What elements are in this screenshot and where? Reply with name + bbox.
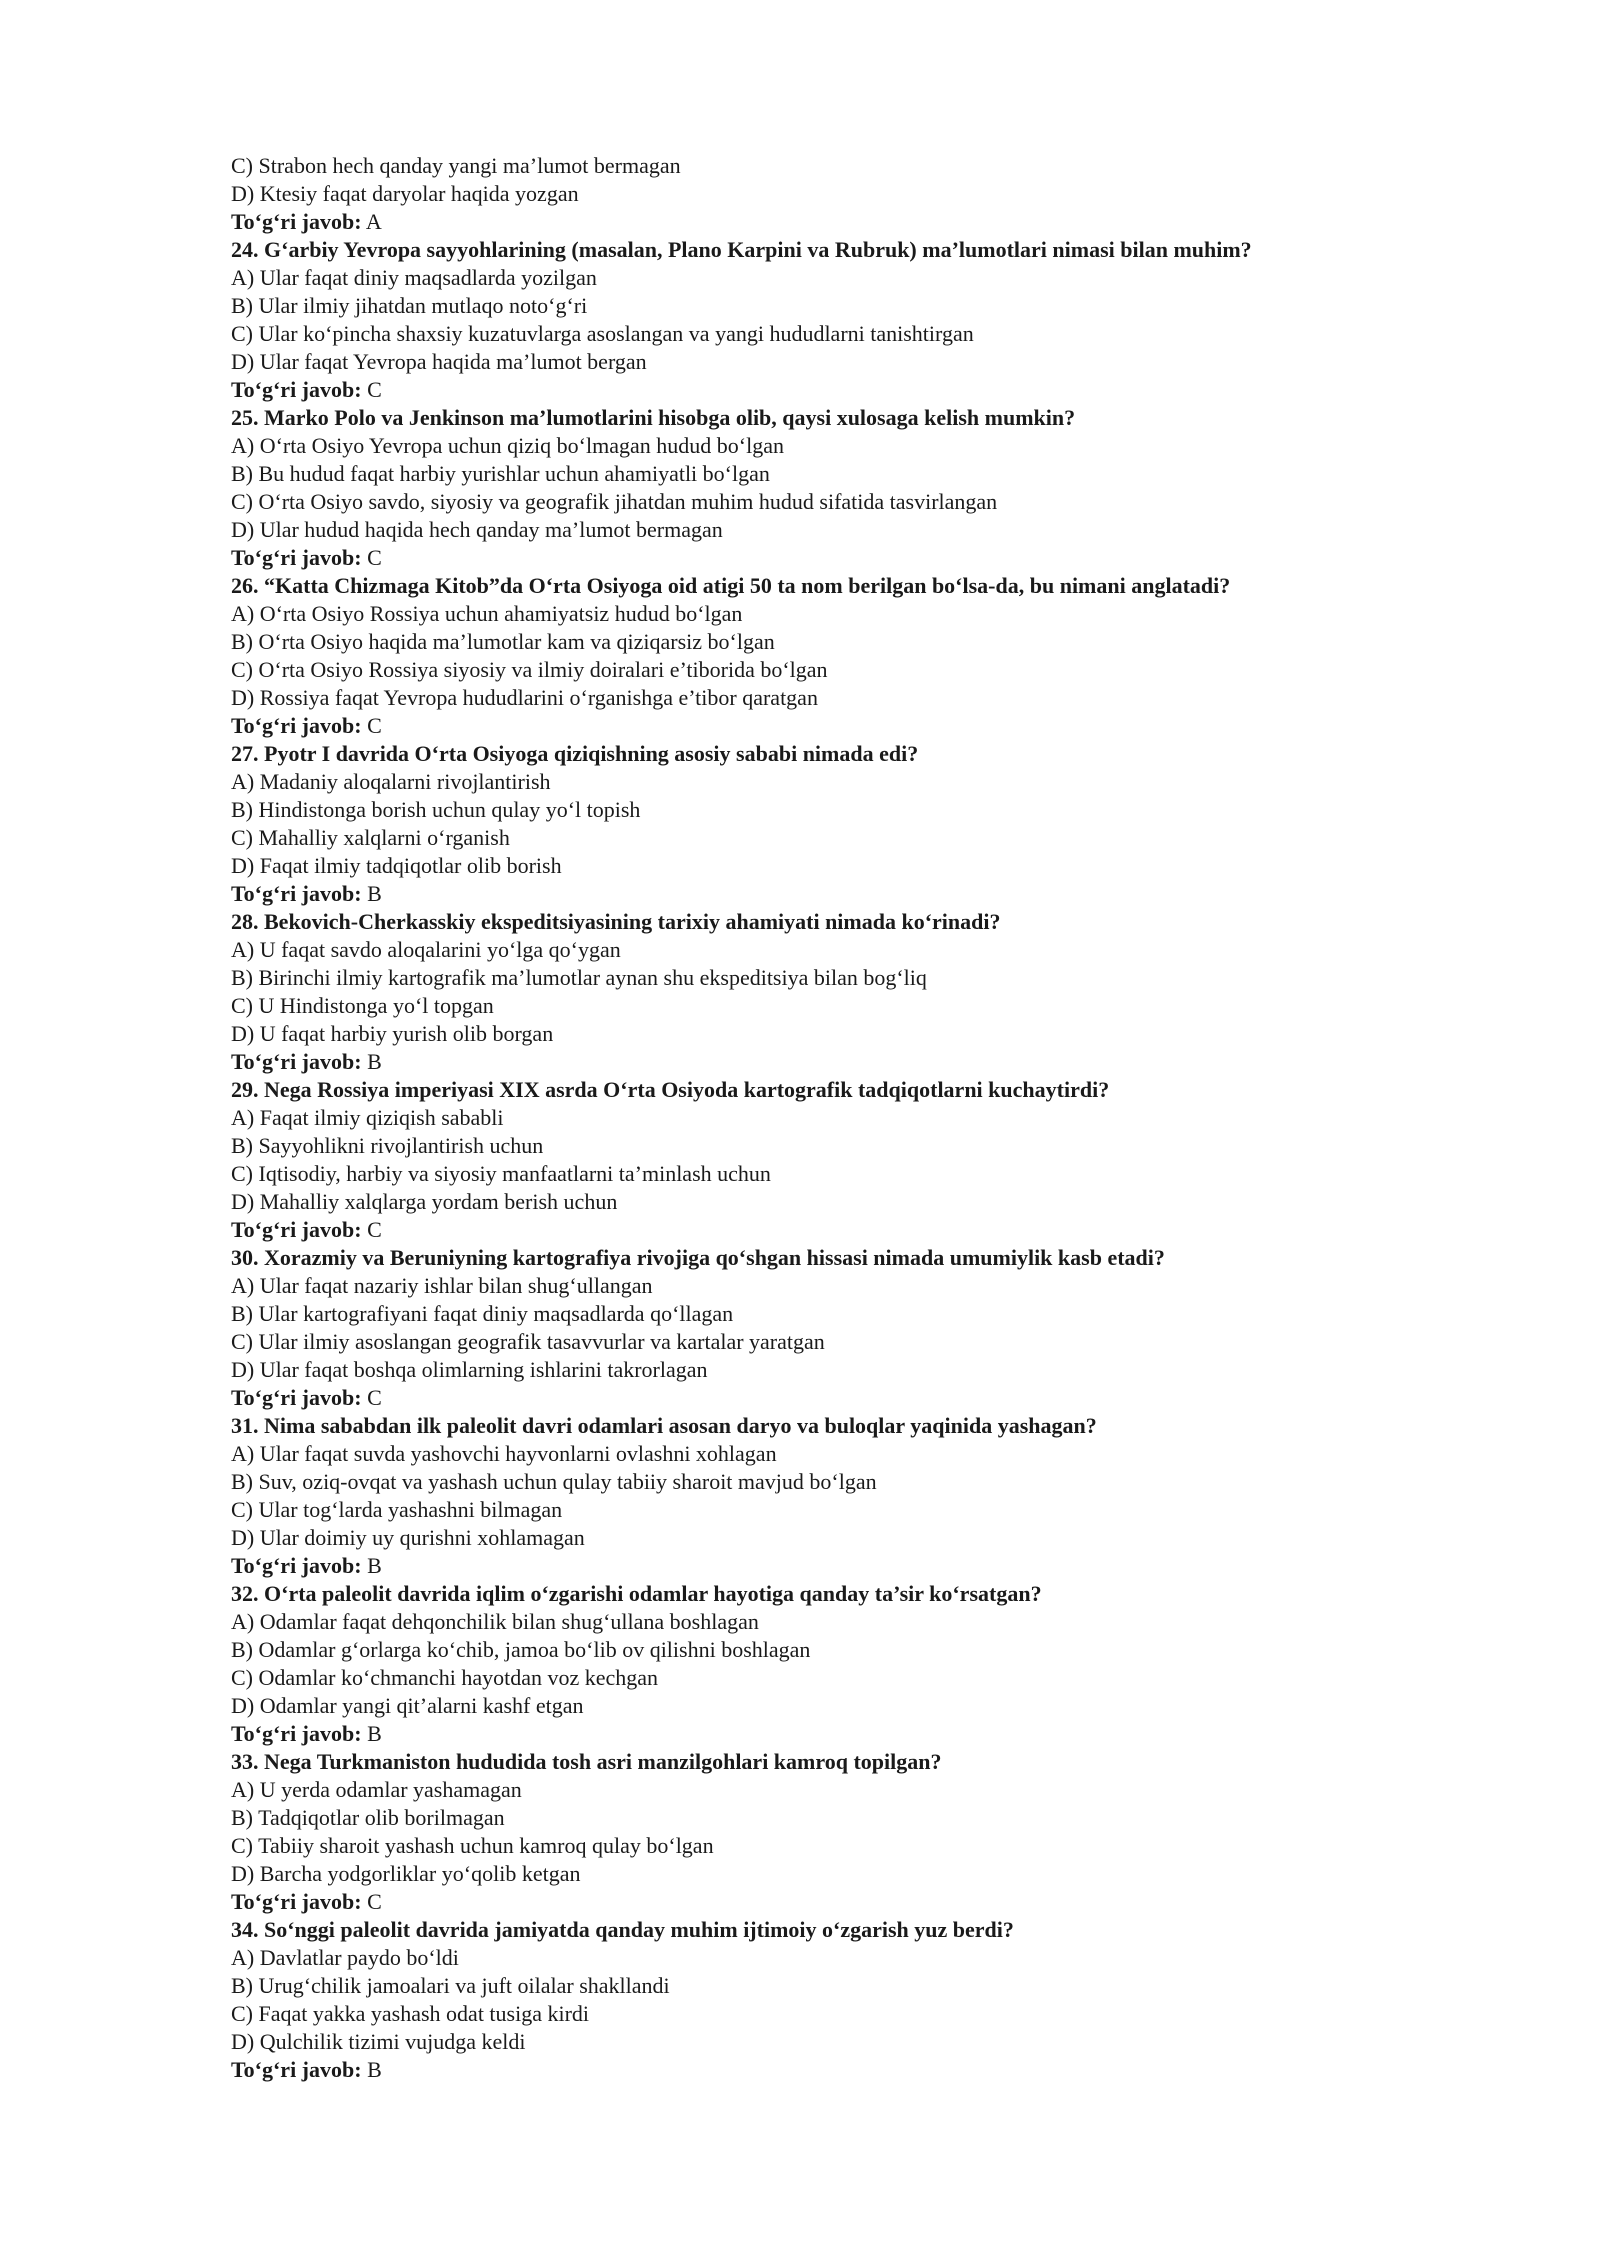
option-line: A) U faqat savdo aloqalarini yo‘lga qo‘ygan [231, 937, 621, 962]
option-line: A) Odamlar faqat dehqonchilik bilan shug‘ullana boshlagan [231, 1609, 759, 1634]
option-line: D) Mahalliy xalqlarga yordam berish uchun [231, 1189, 618, 1214]
option-line: D) Qulchilik tizimi vujudga keldi [231, 2029, 526, 2054]
question-list [231, 236, 1491, 2084]
option-line: B) Ular kartografiyani faqat diniy maqsadlarda qo‘llagan [231, 1301, 734, 1326]
option-line: D) Ular hudud haqida hech qanday ma’lumot bermagan [231, 517, 723, 542]
question-text: 25. Marko Polo va Jenkinson ma’lumotlarini hisobga olib, qaysi xulosaga kelish mumkin? [231, 405, 1076, 430]
answer-line [231, 1216, 1491, 1244]
option-line: B) Ular ilmiy jihatdan mutlaqo noto‘g‘ri [231, 293, 588, 318]
answer-line [231, 1384, 1491, 1412]
option-line: A) O‘rta Osiyo Yevropa uchun qiziq bo‘lmagan hudud bo‘lgan [231, 433, 784, 458]
answer-line [231, 2056, 1491, 2084]
answer-line [231, 712, 1491, 740]
answer-line [231, 208, 1491, 236]
option-line: D) Ular doimiy uy qurishni xohlamagan [231, 1525, 585, 1550]
question-block [231, 1076, 1491, 1244]
answer-line [231, 1552, 1491, 1580]
answer-label: To‘g‘ri javob: [231, 1217, 362, 1242]
option-line: A) Ular faqat suvda yashovchi hayvonlarni ovlashni xohlagan [231, 1441, 777, 1466]
option-line: A) Ular faqat diniy maqsadlarda yozilgan [231, 265, 597, 290]
question-text: 24. G‘arbiy Yevropa sayyohlarining (masalan, Plano Karpini va Rubruk) ma’lumotlari nimasi bilan muhim? [231, 237, 1252, 262]
option-line: C) Mahalliy xalqlarni o‘rganish [231, 825, 510, 850]
question-text: 29. Nega Rossiya imperiyasi XIX asrda O‘rta Osiyoda kartografik tadqiqotlarni kuchaytirdi? [231, 1077, 1110, 1102]
option-line: D) Odamlar yangi qit’alarni kashf etgan [231, 1693, 584, 1718]
option-line: B) O‘rta Osiyo haqida ma’lumotlar kam va qiziqarsiz bo‘lgan [231, 629, 775, 654]
option-line: A) Davlatlar paydo bo‘ldi [231, 1945, 459, 1970]
question-text: 32. O‘rta paleolit davrida iqlim o‘zgarishi odamlar hayotiga qanday ta’sir ko‘rsatgan? [231, 1581, 1042, 1606]
option-line: B) Suv, oziq-ovqat va yashash uchun qulay tabiiy sharoit mavjud bo‘lgan [231, 1469, 877, 1494]
option-line: C) Iqtisodiy, harbiy va siyosiy manfaatlarni ta’minlash uchun [231, 1161, 771, 1186]
question-block [231, 1244, 1491, 1412]
option-line: C) Faqat yakka yashash odat tusiga kirdi [231, 2001, 590, 2026]
option-line: C) Ular ilmiy asoslangan geografik tasavvurlar va kartalar yaratgan [231, 1329, 825, 1354]
answer-line [231, 376, 1491, 404]
answer-label: To‘g‘ri javob: [231, 209, 362, 234]
answer-label: To‘g‘ri javob: [231, 1385, 362, 1410]
option-line: D) Ular faqat Yevropa haqida ma’lumot bergan [231, 349, 647, 374]
question-block [231, 1748, 1491, 1916]
option-line: B) Odamlar g‘orlarga ko‘chib, jamoa bo‘lib ov qilishni boshlagan [231, 1637, 811, 1662]
answer-value: C [367, 1385, 382, 1410]
option-line: D) Ktesiy faqat daryolar haqida yozgan [231, 181, 579, 206]
question-block [231, 740, 1491, 908]
option-line: A) U yerda odamlar yashamagan [231, 1777, 522, 1802]
question-text: 26. “Katta Chizmaga Kitob”da O‘rta Osiyoga oid atigi 50 ta nom berilgan bo‘lsa-da, bu nimani anglatadi? [231, 573, 1231, 598]
answer-line [231, 544, 1491, 572]
option-line: C) U Hindistonga yo‘l topgan [231, 993, 494, 1018]
option-line: D) Barcha yodgorliklar yo‘qolib ketgan [231, 1861, 581, 1886]
option-line: C) O‘rta Osiyo savdo, siyosiy va geografik jihatdan muhim hudud sifatida tasvirlangan [231, 489, 998, 514]
answer-value: C [367, 377, 382, 402]
option-line: B) Birinchi ilmiy kartografik ma’lumotlar aynan shu ekspeditsiya bilan bog‘liq [231, 965, 927, 990]
answer-line [231, 880, 1491, 908]
answer-label: To‘g‘ri javob: [231, 1889, 362, 1914]
answer-label: To‘g‘ri javob: [231, 1553, 362, 1578]
option-line: A) Ular faqat nazariy ishlar bilan shug‘ullangan [231, 1273, 653, 1298]
answer-label: To‘g‘ri javob: [231, 377, 362, 402]
option-line: B) Urug‘chilik jamoalari va juft oilalar shakllandi [231, 1973, 670, 1998]
question-text: 31. Nima sababdan ilk paleolit davri odamlari asosan daryo va buloqlar yaqinida yashagan? [231, 1413, 1097, 1438]
answer-line [231, 1048, 1491, 1076]
option-line: A) Madaniy aloqalarni rivojlantirish [231, 769, 551, 794]
answer-label: To‘g‘ri javob: [231, 713, 362, 738]
answer-value: B [367, 1049, 382, 1074]
answer-label: To‘g‘ri javob: [231, 545, 362, 570]
option-line: C) Tabiiy sharoit yashash uchun kamroq qulay bo‘lgan [231, 1833, 714, 1858]
option-line: D) Faqat ilmiy tadqiqotlar olib borish [231, 853, 562, 878]
option-line: B) Hindistonga borish uchun qulay yo‘l topish [231, 797, 641, 822]
question-text: 28. Bekovich-Cherkasskiy ekspeditsiyasining tarixiy ahamiyati nimada ko‘rinadi? [231, 909, 1001, 934]
answer-value: C [367, 1889, 382, 1914]
question-text: 30. Xorazmiy va Beruniyning kartografiya rivojiga qo‘shgan hissasi nimada umumiylik kasb etadi? [231, 1245, 1165, 1270]
option-line: C) O‘rta Osiyo Rossiya siyosiy va ilmiy doiralari e’tiborida bo‘lgan [231, 657, 828, 682]
question-block [231, 1916, 1491, 2084]
answer-value: C [367, 1217, 382, 1242]
option-line: A) O‘rta Osiyo Rossiya uchun ahamiyatsiz hudud bo‘lgan [231, 601, 743, 626]
answer-value: B [367, 2057, 382, 2082]
question-block [231, 1580, 1491, 1748]
answer-value: C [367, 713, 382, 738]
option-line: C) Odamlar ko‘chmanchi hayotdan voz kechgan [231, 1665, 659, 1690]
option-line: D) Rossiya faqat Yevropa hududlarini o‘rganishga e’tibor qaratgan [231, 685, 818, 710]
option-line: D) Ular faqat boshqa olimlarning ishlarini takrorlagan [231, 1357, 708, 1382]
option-line: A) Faqat ilmiy qiziqish sababli [231, 1105, 504, 1130]
answer-label: To‘g‘ri javob: [231, 881, 362, 906]
question-text: 33. Nega Turkmaniston hududida tosh asri manzilgohlari kamroq topilgan? [231, 1749, 942, 1774]
answer-value: B [367, 1721, 382, 1746]
answer-value: A [365, 209, 382, 234]
option-line: B) Sayyohlikni rivojlantirish uchun [231, 1133, 544, 1158]
option-line: B) Tadqiqotlar olib borilmagan [231, 1805, 505, 1830]
question-block [231, 908, 1491, 1076]
answer-line [231, 1720, 1491, 1748]
question-block [231, 572, 1491, 740]
answer-value: B [367, 881, 382, 906]
option-line: B) Bu hudud faqat harbiy yurishlar uchun ahamiyatli bo‘lgan [231, 461, 770, 486]
option-line: C) Ular ko‘pincha shaxsiy kuzatuvlarga asoslangan va yangi hududlarni tanishtirgan [231, 321, 974, 346]
quiz-content [231, 152, 1491, 2084]
question-text: 34. So‘nggi paleolit davrida jamiyatda qanday muhim ijtimoiy o‘zgarish yuz berdi? [231, 1917, 1014, 1942]
question-block [231, 236, 1491, 404]
answer-value: B [367, 1553, 382, 1578]
answer-line [231, 1888, 1491, 1916]
question-block [231, 404, 1491, 572]
question-text: 27. Pyotr I davrida O‘rta Osiyoga qiziqishning asosiy sababi nimada edi? [231, 741, 919, 766]
answer-label: To‘g‘ri javob: [231, 1721, 362, 1746]
option-line: D) U faqat harbiy yurish olib borgan [231, 1021, 554, 1046]
answer-label: To‘g‘ri javob: [231, 1049, 362, 1074]
answer-label: To‘g‘ri javob: [231, 2057, 362, 2082]
option-line: C) Strabon hech qanday yangi ma’lumot bermagan [231, 153, 681, 178]
option-line: C) Ular tog‘larda yashashni bilmagan [231, 1497, 563, 1522]
question-block [231, 1412, 1491, 1580]
answer-value: C [367, 545, 382, 570]
